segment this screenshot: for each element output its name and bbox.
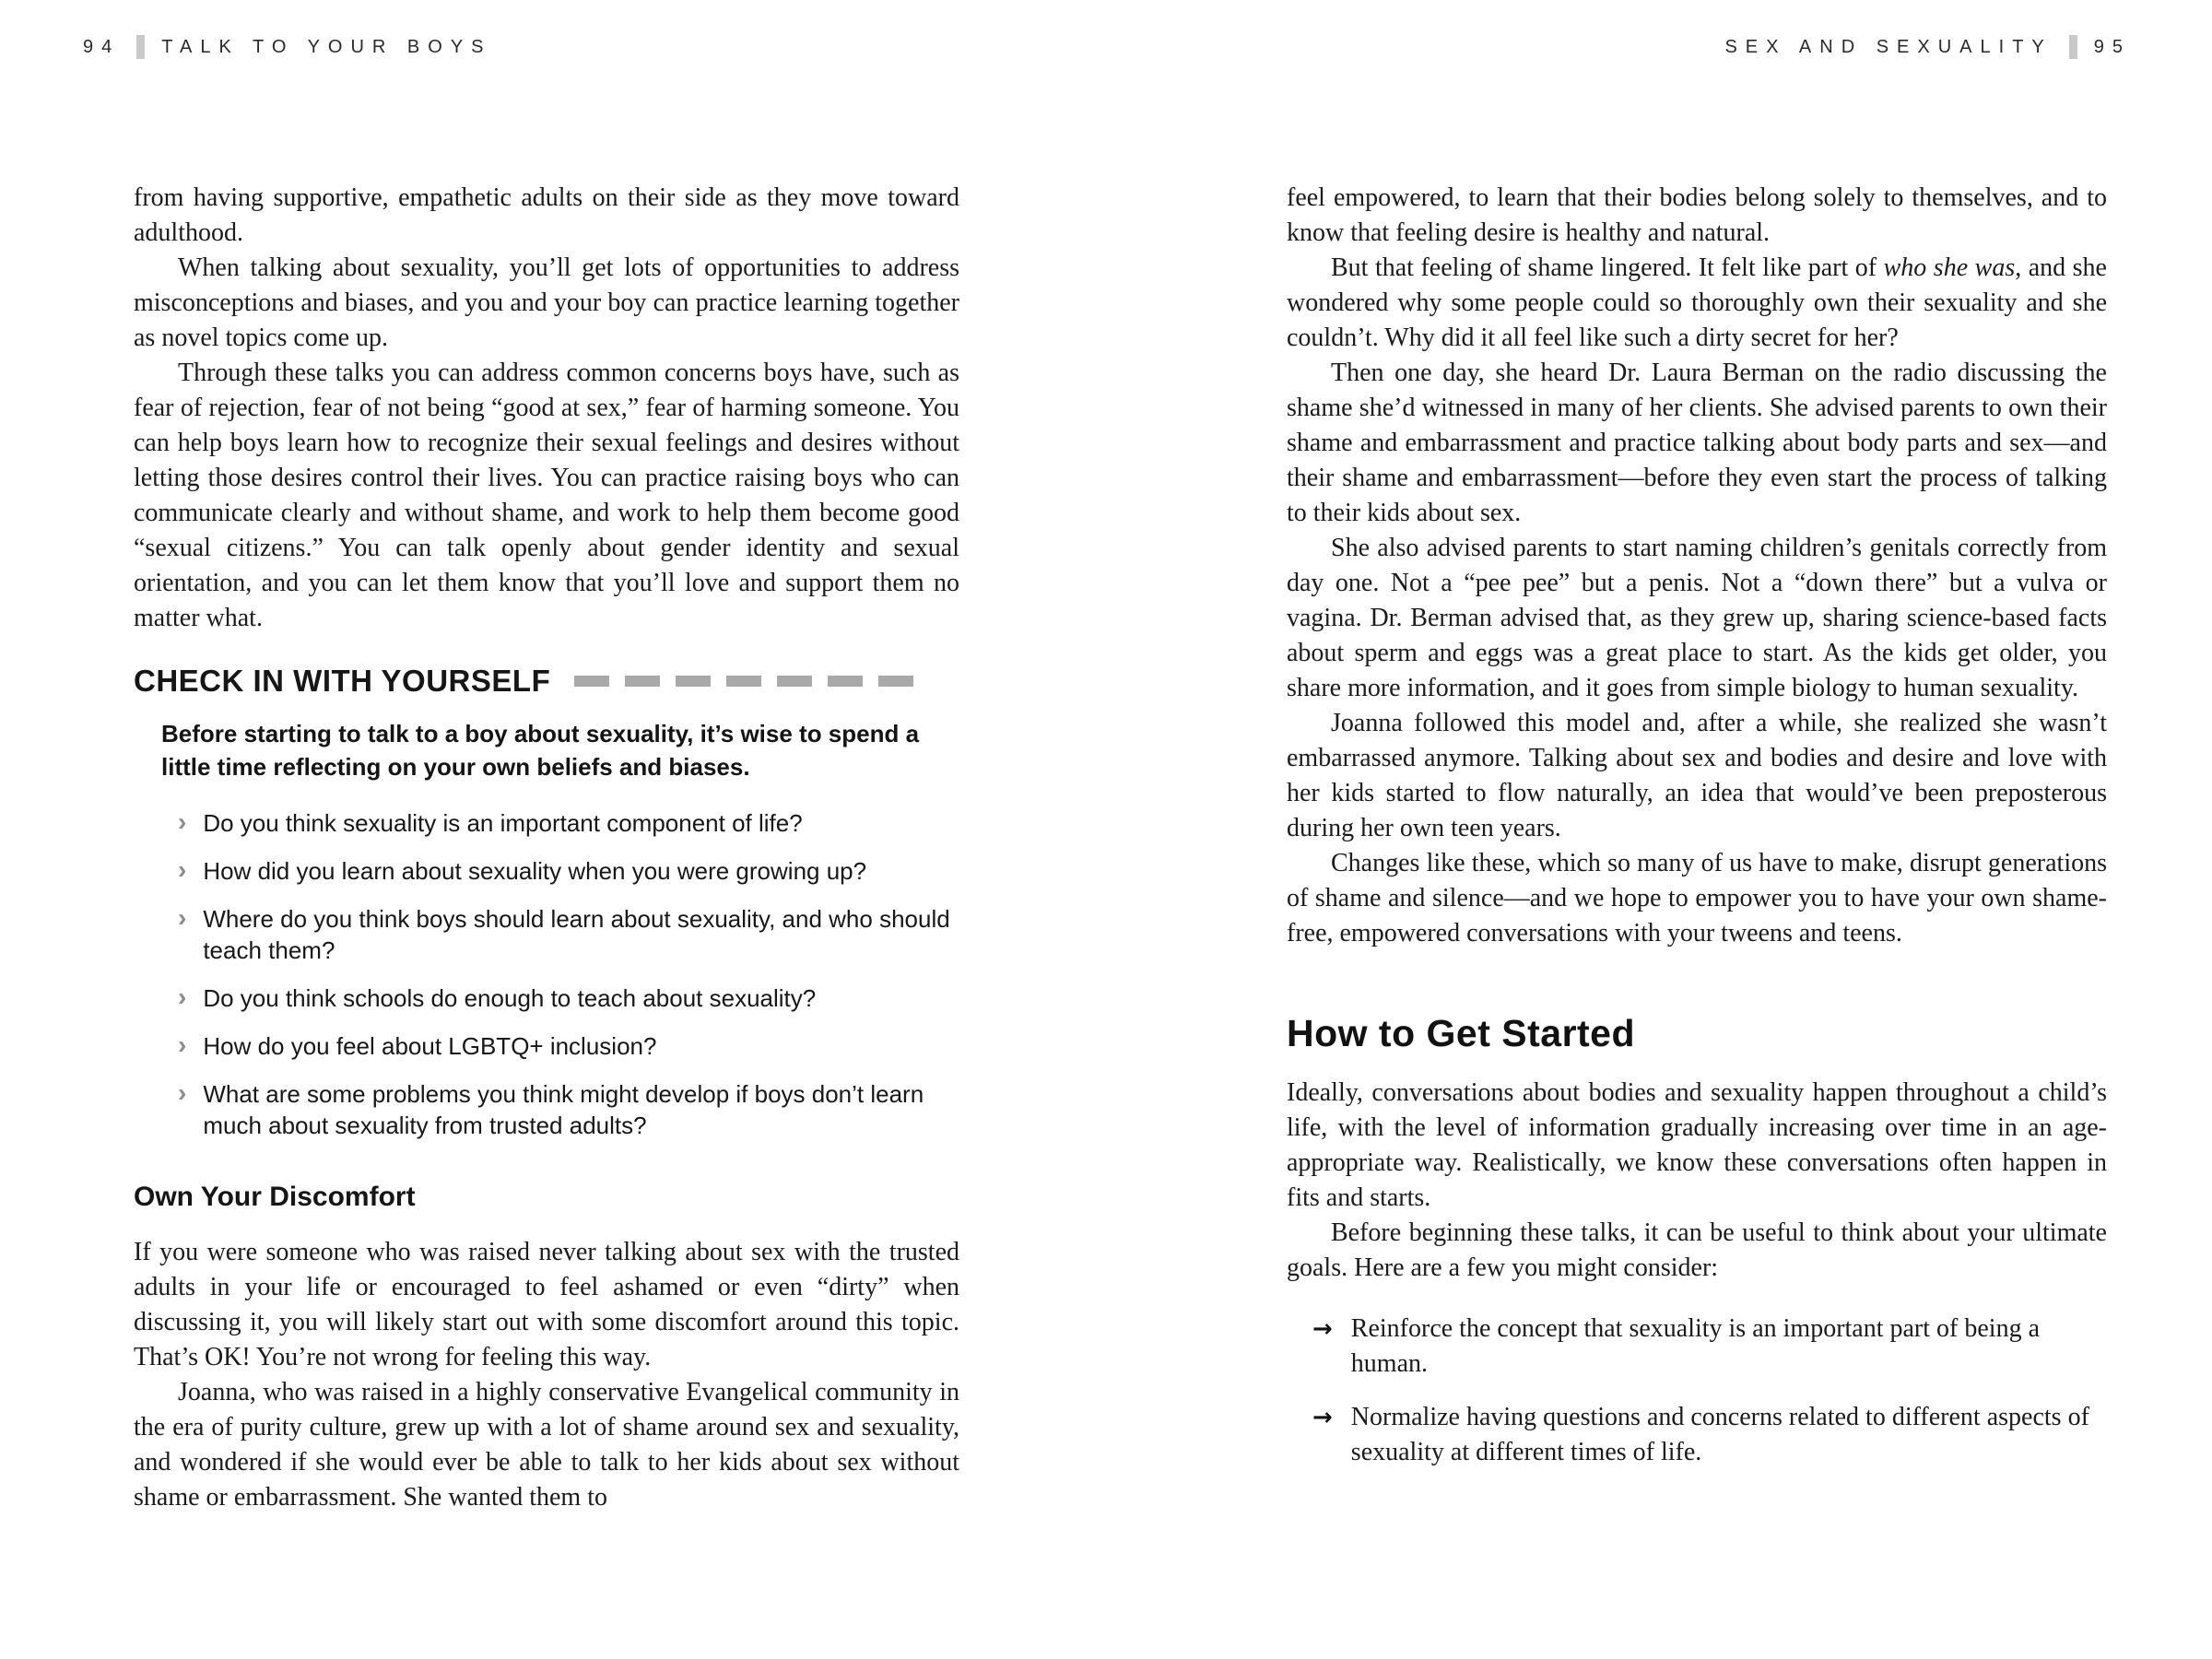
arrow-bullet-icon: → bbox=[1312, 1315, 1333, 1343]
dashed-rule bbox=[574, 676, 913, 687]
dash bbox=[878, 676, 913, 687]
list-item bbox=[1312, 1312, 2107, 1382]
body-paragraph: Before beginning these talks, it can be useful to think about your ultimate goals. Here are a few you might consider: bbox=[1287, 1218, 2107, 1282]
dash bbox=[625, 676, 660, 687]
question-text: Do you think schools do enough to teach about sexuality? bbox=[203, 984, 817, 1012]
left-page-column bbox=[134, 181, 959, 1515]
body-paragraph: Changes like these, which so many of us have to make, disrupt generations of shame and silence—and we hope to empower you to have your own shame-free, empowered conversations with your tweens and teens. bbox=[1287, 849, 2107, 947]
paragraph-text: , and she wondered why some people could so thoroughly own their sexuality and she couldn’t. Why did it all feel like such a dirty secret for her? bbox=[1287, 253, 2107, 352]
body-paragraph: If you were someone who was raised never talking about sex with the trusted adults in your life or encouraged to feel ashamed or even “dirty” when discussing it, you will likely start out with some discomfort around this topic. That’s OK! You’re not wrong for feeling this way. bbox=[134, 1238, 959, 1371]
goal-text: Reinforce the concept that sexuality is an important part of being a human. bbox=[1350, 1314, 2040, 1378]
goal-text: Normalize having questions and concerns related to different aspects of sexuality at different times of life. bbox=[1350, 1403, 2089, 1466]
list-item bbox=[178, 855, 959, 887]
body-paragraph: Joanna, who was raised in a highly conservative Evangelical community in the era of purity culture, grew up with a lot of shame around sex and sexuality, and wondered if she would ever be able to talk to her kids about sex without shame or embarrassment. She wanted them to bbox=[134, 1378, 959, 1512]
dash bbox=[777, 676, 812, 687]
left-running-head bbox=[83, 35, 492, 59]
list-item bbox=[178, 1078, 959, 1141]
goals-list bbox=[1312, 1312, 2107, 1470]
header-divider-bar bbox=[136, 35, 145, 59]
right-running-title: SEX AND SEXUALITY bbox=[1724, 36, 2053, 57]
arrow-bullet-icon: → bbox=[1312, 1404, 1333, 1431]
check-in-heading: CHECK IN WITH YOURSELF bbox=[134, 664, 551, 698]
chevron-bullet-icon: › bbox=[178, 1078, 187, 1107]
list-item bbox=[178, 807, 959, 839]
body-paragraph: Then one day, she heard Dr. Laura Berman on the radio discussing the shame she’d witnessed in many of her clients. She advised parents to own their shame and embarrassment and practice talking about body parts and sex—and their shame and embarrassment—before they even start the process of talking to their kids about sex. bbox=[1287, 359, 2107, 527]
question-text: How do you feel about LGBTQ+ inclusion? bbox=[203, 1032, 657, 1060]
check-in-intro: Before starting to talk to a boy about sexuality, it’s wise to spend a little time reflecting on your own beliefs and biases. bbox=[161, 720, 920, 781]
body-paragraph: Joanna followed this model and, after a while, she realized she wasn’t embarrassed anymore. Talking about sex and bodies and desire and love with her kids started to flow naturally, an idea that would’ve been preposterous during her own teen years. bbox=[1287, 709, 2107, 842]
body-paragraph: When talking about sexuality, you’ll get lots of opportunities to address misconceptions and biases, and you and your boy can practice learning together as novel topics come up. bbox=[134, 253, 959, 352]
chevron-bullet-icon: › bbox=[178, 855, 187, 884]
paragraph-text: But that feeling of shame lingered. It felt like part of bbox=[1331, 253, 1884, 282]
left-running-title: TALK TO YOUR BOYS bbox=[161, 36, 492, 57]
body-paragraph: Ideally, conversations about bodies and sexuality happen throughout a child’s life, with the level of information gradually increasing over time in an age-appropriate way. Realistically, we know these conversations often happen in fits and starts. bbox=[1287, 1078, 2107, 1212]
check-in-question-list bbox=[178, 807, 959, 1141]
chevron-bullet-icon: › bbox=[178, 1030, 187, 1059]
dash bbox=[828, 676, 863, 687]
list-item bbox=[1312, 1400, 2107, 1470]
chevron-bullet-icon: › bbox=[178, 982, 187, 1011]
section-subheading: Own Your Discomfort bbox=[134, 1182, 416, 1212]
right-page-number: 95 bbox=[2093, 36, 2131, 57]
dash bbox=[676, 676, 711, 687]
chevron-bullet-icon: › bbox=[178, 807, 187, 836]
body-paragraph: feel empowered, to learn that their bodies belong solely to themselves, and to know that feeling desire is healthy and natural. bbox=[1287, 183, 2107, 247]
left-page-number: 94 bbox=[83, 36, 121, 57]
question-text: How did you learn about sexuality when you were growing up? bbox=[203, 857, 867, 885]
chevron-bullet-icon: › bbox=[178, 903, 187, 932]
list-item bbox=[178, 1030, 959, 1062]
dash bbox=[726, 676, 761, 687]
list-item bbox=[178, 903, 959, 966]
body-paragraph: from having supportive, empathetic adults on their side as they move toward adulthood. bbox=[134, 183, 959, 247]
header-divider-bar bbox=[2069, 35, 2077, 59]
check-in-heading-row bbox=[134, 664, 959, 699]
right-page-column bbox=[1287, 181, 2107, 1488]
question-text: What are some problems you think might develop if boys don’t learn much about sexuality from trusted adults? bbox=[203, 1080, 924, 1139]
body-paragraph bbox=[1287, 251, 2107, 356]
body-paragraph: Through these talks you can address common concerns boys have, such as fear of rejection, fear of not being “good at sex,” fear of harming someone. You can help boys learn how to recognize their sexual feelings and desires without letting those desires control their lives. You can practice raising boys who can communicate clearly and without shame, and work to help them become good “sexual citizens.” You can talk openly about gender identity and sexual orientation, and you can let them know that you’ll love and support them no matter what. bbox=[134, 359, 959, 632]
question-text: Do you think sexuality is an important component of life? bbox=[203, 809, 803, 837]
dash bbox=[574, 676, 609, 687]
italic-phrase: who she was bbox=[1883, 253, 2016, 282]
how-to-get-started-heading: How to Get Started bbox=[1287, 1012, 1636, 1054]
check-in-feature-box bbox=[134, 664, 959, 1141]
right-running-head bbox=[1724, 35, 2131, 59]
body-paragraph: She also advised parents to start naming children’s genitals correctly from day one. Not a “pee pee” but a penis. Not a “down there” but a vulva or vagina. Dr. Berman advised that, as they grew up, sharing science-based facts about sperm and eggs was a great place to start. As the kids get older, you share more information, and it goes from simple biology to human sexuality. bbox=[1287, 534, 2107, 702]
question-text: Where do you think boys should learn about sexuality, and who should teach them? bbox=[203, 905, 950, 964]
list-item bbox=[178, 982, 959, 1014]
